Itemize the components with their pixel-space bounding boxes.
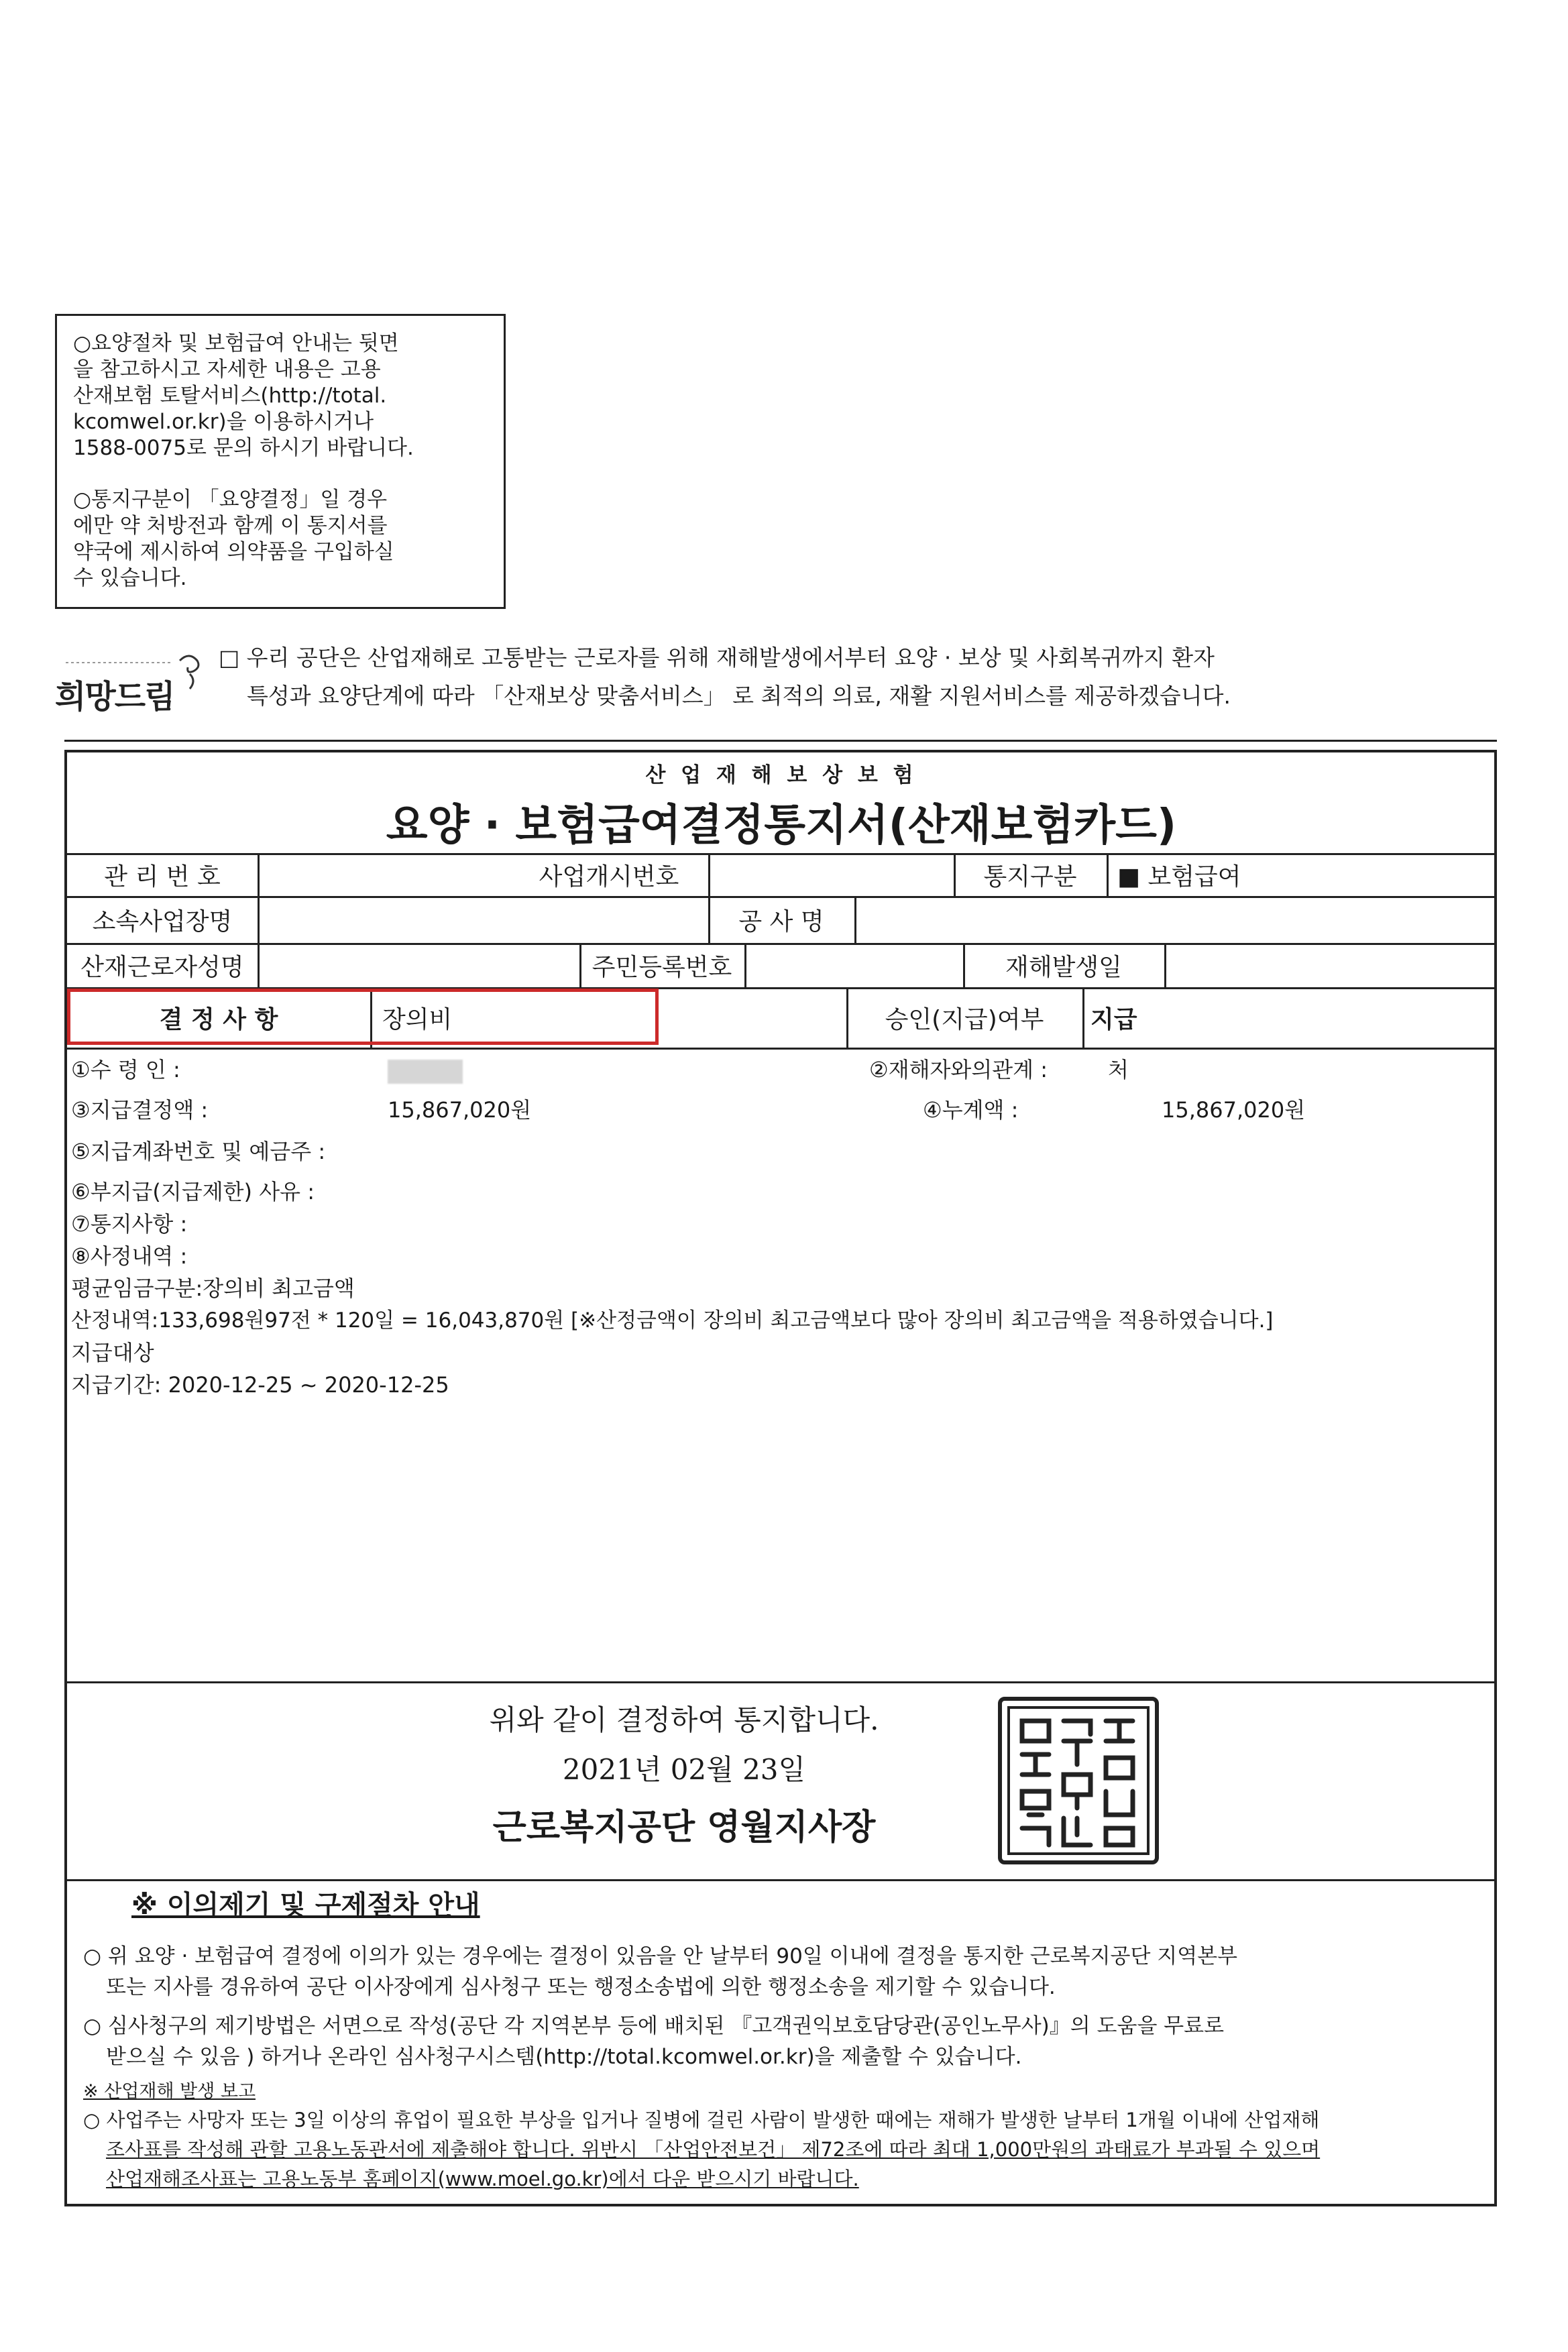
label-resident-no: 주민등록번호 — [592, 953, 732, 981]
recipient-redacted — [388, 1060, 463, 1084]
total-value: 15,867,020원 — [1162, 1097, 1306, 1123]
grid-line — [854, 896, 856, 943]
decision-highlight-box — [67, 989, 659, 1045]
info-notice-box — [55, 314, 506, 609]
service-intro — [219, 638, 1493, 715]
remedy-para-2b: 받으실 수 있음 ) 하거나 온라인 심사청구시스템(http://total.kcomwel.or.kr)을 제출할 수 있습니다. — [106, 2045, 1022, 2069]
value-approval-status: 지급 — [1090, 1005, 1137, 1033]
account-label: ⑤지급계좌번호 및 예금주 : — [71, 1139, 326, 1164]
relation-value: 처 — [1108, 1057, 1129, 1082]
info-note-procedure: ○요양절차 및 보험급여 안내는 뒷면 을 참고하시고 자세한 내용은 고용 산재보험 토탈서비스(http://total. kcomwel.or.kr)을 이용하시거나 1588-0075로 문의 하시기 바랍니다. — [73, 331, 414, 460]
remedy-para-1a: ○ 위 요양 · 보험급여 결정에 이의가 있는 경우에는 결정이 있음을 안 날부터 90일 이내에 결정을 통지한 근로복지공단 지역본부 — [83, 1944, 1238, 1968]
remedy-para-3c: 산업재해조사표는 고용노동부 홈페이지(www.moel.go.kr)에서 다운 받으시기 바랍니다. — [106, 2168, 859, 2190]
grid-line — [258, 943, 260, 987]
value-notice-type: ■ 보험급여 — [1117, 862, 1241, 891]
card-title: 요양 · 보험급여결정통지서(산재보험카드) — [386, 801, 1177, 850]
remedy-para-3b: 조사표를 작성해 관할 고용노동관서에 제출해야 합니다. 위반시 「산업안전보건」 제72조에 따라 최대 1,000만원의 과태료가 부과될 수 있으며 — [106, 2138, 1321, 2161]
remedy-subheading: ※ 산업재해 발생 보고 — [83, 2081, 256, 2102]
label-approval-status: 승인(지급)여부 — [885, 1005, 1044, 1033]
notice-label: ⑦통지사항 : — [71, 1211, 188, 1237]
service-intro-line-1: □ 우리 공단은 산업재해로 고통받는 근로자를 위해 재해발생에서부터 요양 · 보상 및 사회복귀까지 환자 — [219, 645, 1215, 671]
issuer-name: 근로복지공단 영월지사장 — [492, 1806, 876, 1848]
service-intro-line-2: 특성과 요양단계에 따라 「산재보상 맞춤서비스」 로 최적의 의료, 재활 지원서비스를 제공하겠습니다. — [247, 683, 1231, 709]
recipient-label: ①수 령 인 : — [71, 1057, 180, 1082]
grid-line — [1082, 987, 1084, 1048]
remedy-title: ※ 이의제기 및 구제절차 안내 — [131, 1890, 480, 1921]
remedy-para-3a: ○ 사업주는 사망자 또는 3일 이상의 휴업이 필요한 부상을 입거나 질병에 걸린 사람이 발생한 때에는 재해가 발생한 날부터 1개월 이내에 산업재해 — [83, 2109, 1320, 2131]
detail-line-2: 산정내역:133,698원97전 * 120일 = 16,043,870원 [※산정금액이 장의비 최고금액보다 많아 장의비 최고금액을 적용하였습니다.] — [71, 1308, 1274, 1333]
seal-glyphs-icon — [1002, 1701, 1155, 1860]
remedy-para-2a: ○ 심사청구의 제기방법은 서면으로 작성(공단 각 지역본부 등에 배치된 『고객권익보호담당관(공인노무사)』의 도움을 무료로 — [83, 2014, 1225, 2038]
amount-value: 15,867,020원 — [388, 1097, 532, 1123]
total-label: ④누계액 : — [923, 1097, 1019, 1123]
nonpay-label: ⑥부지급(지급제한) 사유 : — [71, 1179, 315, 1205]
amount-label: ③지급결정액 : — [71, 1097, 209, 1123]
remedy-para-1b: 또는 지사를 경유하여 공단 이사장에게 심사청구 또는 행정소송법에 의한 행정소송을 제기할 수 있습니다. — [106, 1975, 1056, 1999]
grid-line — [708, 853, 710, 896]
grid-line — [67, 1681, 1496, 1683]
label-decision: 결 정 사 항 — [159, 1005, 278, 1033]
label-construction-name: 공 사 명 — [738, 907, 824, 936]
grid-line — [258, 896, 260, 943]
hope-dream-logo — [52, 644, 207, 718]
label-worker-name: 산재근로자성명 — [80, 953, 244, 981]
label-management-no: 관 리 번 호 — [104, 862, 221, 891]
grid-line — [67, 943, 1496, 945]
intro-divider — [64, 740, 1497, 742]
logo-text: 희망드림 — [55, 678, 174, 716]
detail-line-3: 지급대상 — [71, 1340, 154, 1365]
card-subtitle: 산 업 재 해 보 상 보 험 — [645, 763, 917, 787]
label-business-start-no: 사업개시번호 — [539, 862, 679, 891]
value-decision: 장의비 — [382, 1005, 453, 1033]
grid-line — [67, 1048, 1496, 1050]
decision-notice-card — [64, 750, 1497, 2206]
detail-line-4: 지급기간: 2020-12-25 ~ 2020-12-25 — [71, 1372, 449, 1398]
relation-label: ②재해자와의관계 : — [869, 1057, 1048, 1082]
closing-statement: 위와 같이 결정하여 통지합니다. — [489, 1703, 879, 1736]
info-note-pharmacy: ○통지구분이 「요양결정」일 경우 에만 약 처방전과 함께 이 통지서를 약국에 제시하여 의약품을 구입하실 수 있습니다. — [73, 488, 394, 590]
grid-line — [744, 943, 746, 987]
label-accident-date: 재해발생일 — [1005, 953, 1122, 981]
official-seal-stamp — [998, 1697, 1159, 1864]
label-workplace-name: 소속사업장명 — [92, 907, 233, 936]
detail-label: ⑧사정내역 : — [71, 1243, 188, 1269]
closing-date: 2021년 02월 23일 — [562, 1753, 806, 1786]
grid-line — [67, 1879, 1496, 1881]
grid-line — [258, 853, 260, 896]
detail-line-1: 평균임금구분:장의비 최고금액 — [71, 1276, 355, 1301]
grid-line — [1164, 943, 1166, 987]
grid-line — [1107, 853, 1109, 896]
label-notice-type: 통지구분 — [983, 862, 1077, 891]
